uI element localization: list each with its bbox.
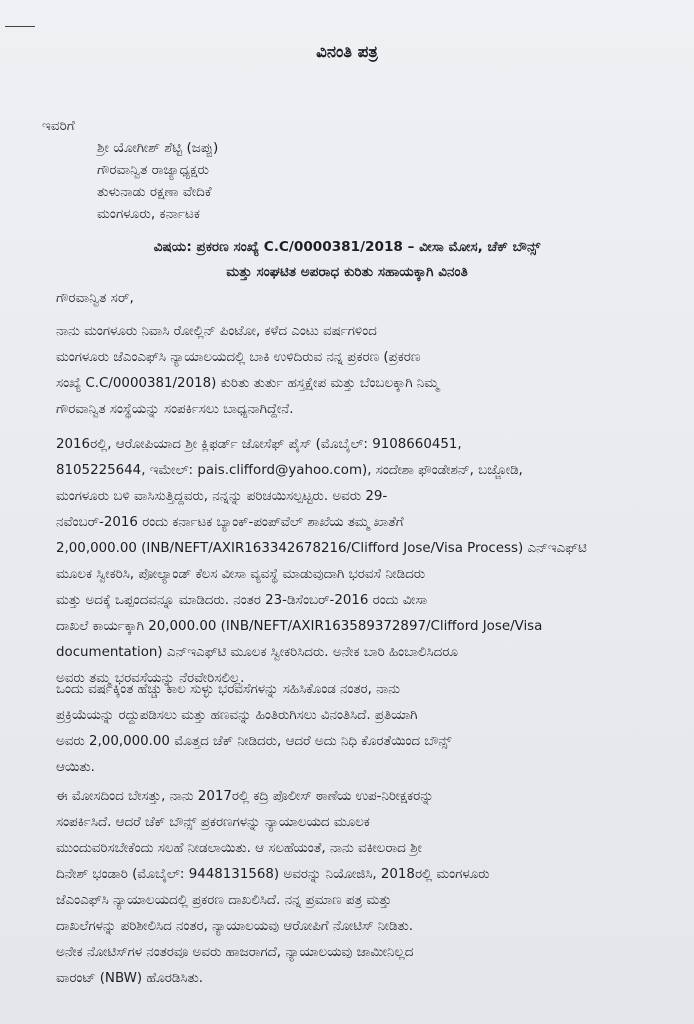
text-line: ಮುಂದುವರಿಸಬೇಕೆಂದು ಸಲಹೆ ನೀಡಲಾಯಿತು. ಆ ಸಲಹೆಯಂತೆ, ನಾನು ವಕೀಲರಾದ ಶ್ರೀ xyxy=(56,841,422,856)
paragraph-cheque-bounce xyxy=(56,677,656,781)
paragraph-legal-action xyxy=(56,784,656,992)
text-line: ವಾರಂಟ್ (NBW) ಹೊರಡಿಸಿತು. xyxy=(56,971,203,986)
text-line: ದಾಖಲೆಗಳನ್ನು ಪರಿಶೀಲಿಸಿದ ನಂತರ, ನ್ಯಾಯಾಲಯವು ಆರೋಪಿಗೆ ನೋಟಿಸ್ ನೀಡಿತು. xyxy=(56,919,414,934)
pen-mark xyxy=(5,26,35,27)
text-line: ಒಂದು ವರ್ಷಕ್ಕಿಂತ ಹೆಚ್ಚು ಕಾಲ ಸುಳ್ಳು ಭರವಸೆಗಳನ್ನು ಸಹಿಸಿಕೊಂಡ ನಂತರ, ನಾನು xyxy=(56,682,400,697)
text-line: ಮೂಲಕ ಸ್ವೀಕರಿಸಿ, ಪೋಲ್ಯಾಂಡ್ ಕೆಲಸ ವೀಸಾ ವ್ಯವಸ್ಥೆ ಮಾಡುವುದಾಗಿ ಭರವಸೆ ನೀಡಿದರು xyxy=(56,567,426,582)
text-line: 2,00,000.00 (INB/NEFT/AXIR163342678216/Clifford Jose/Visa Process) ಎನ್‌ಇಎಫ್‌ಟಿ xyxy=(56,541,587,556)
recipient-organization: ತುಳುನಾಡು ರಕ್ಷಣಾ ವೇದಿಕೆ xyxy=(97,184,212,200)
text-line: 8105225644, ಇಮೇಲ್: pais.clifford@yahoo.com), ಸಂದೇಶಾ ಫೌಂಡೇಶನ್, ಬಜ್ಜೋಡಿ, xyxy=(56,463,523,478)
text-line: ಆಯಿತು. xyxy=(56,760,95,775)
subject-line: ಮತ್ತು ಸಂಘಟಿತ ಅಪರಾಧ ಕುರಿತು ಸಹಾಯಕ್ಕಾಗಿ ವಿನಂತಿ xyxy=(226,264,468,280)
text-line: ಅವರು ತಮ್ಮ ಭರವಸೆಯನ್ನು ನೆರವೇರಿಸಲಿಲ್ಲ. xyxy=(56,671,245,686)
text-line: ನಾನು ಮಂಗಳೂರು ನಿವಾಸಿ ರೋಲ್ಲಿನ್ ಪಿಂಟೋ, ಕಳೆದ ಎಂಟು ವರ್ಷಗಳಿಂದ xyxy=(56,324,377,339)
text-line: ದಾಖಲೆ ಕಾರ್ಯಕ್ಕಾಗಿ 20,000.00 (INB/NEFT/AXIR163589372897/Clifford Jose/Visa xyxy=(56,619,543,634)
text-line: documentation) ಎನ್‌ಇಎಫ್‌ಟಿ ಮೂಲಕ ಸ್ವೀಕರಿಸಿದರು. ಅನೇಕ ಬಾರಿ ಹಿಂಬಾಲಿಸಿದರೂ xyxy=(56,645,458,660)
text-line: ನವೆಂಬರ್-2016 ರಂದು ಕರ್ನಾಟಕ ಬ್ಯಾಂಕ್-ಪಂಪ್‌ವೆಲ್ ಶಾಖೆಯ ತಮ್ಮ ಖಾತೆಗೆ xyxy=(56,515,404,530)
recipient-label: ಇವರಿಗೆ xyxy=(42,118,75,134)
recipient-designation: ಗೌರವಾನ್ವಿತ ರಾಜ್ಯಾಧ್ಯಕ್ಷರು xyxy=(97,162,209,178)
salutation: ಗೌರವಾನ್ವಿತ ಸರ್, xyxy=(56,290,134,306)
subject-block xyxy=(20,235,674,285)
paragraph-introduction xyxy=(56,319,656,423)
text-line: ಸಂಪರ್ಕಿಸಿದೆ. ಆದರೆ ಚೆಕ್ ಬೌನ್ಸ್ ಪ್ರಕರಣಗಳನ್ನು ನ್ಯಾಯಾಲಯದ ಮೂಲಕ xyxy=(56,815,370,830)
letter-title: ವಿನಂತಿ ಪತ್ರ xyxy=(316,42,378,61)
recipient-location: ಮಂಗಳೂರು, ಕರ್ನಾಟಕ xyxy=(97,206,201,222)
text-line: ಮತ್ತು ಅದಕ್ಕೆ ಒಪ್ಪಂದವನ್ನೂ ಮಾಡಿದರು. ನಂತರ 23-ಡಿಸೆಂಬರ್-2016 ರಂದು ವೀಸಾ xyxy=(56,593,428,608)
text-line: ಮಂಗಳೂರು ಬಳಿ ವಾಸಿಸುತ್ತಿದ್ದವರು, ನನ್ನನ್ನು ಪರಿಚಯಿಸಲ್ಪಟ್ಟರು. ಅವರು 29- xyxy=(56,489,388,504)
text-line: ದಿನೇಶ್ ಭಂಡಾರಿ (ಮೊಬೈಲ್: 9448131568) ಅವರನ್ನು ನಿಯೋಜಿಸಿ, 2018ರಲ್ಲಿ ಮಂಗಳೂರು xyxy=(56,867,490,882)
text-line: ಗೌರವಾನ್ವಿತ ಸಂಸ್ಥೆಯನ್ನು ಸಂಪರ್ಕಿಸಲು ಬಾಧ್ಯನಾಗಿದ್ದೇನೆ. xyxy=(56,402,294,417)
text-line: ಈ ಮೋಸದಿಂದ ಬೇಸತ್ತು, ನಾನು 2017ರಲ್ಲಿ ಕದ್ರಿ ಪೊಲೀಸ್ ಠಾಣೆಯ ಉಪ-ನಿರೀಕ್ಷಕರನ್ನು xyxy=(56,789,434,804)
paragraph-incident xyxy=(56,432,656,692)
text-line: 2016ರಲ್ಲಿ, ಆರೋಪಿಯಾದ ಶ್ರೀ ಕ್ಲಿಫರ್ಡ್ ಜೋಸೆಫ್ ಪೈಸ್ (ಮೊಬೈಲ್: 9108660451, xyxy=(56,437,462,452)
text-line: ಮಂಗಳೂರು ಜೆಎಂಎಫ್‌ಸಿ ನ್ಯಾಯಾಲಯದಲ್ಲಿ ಬಾಕಿ ಉಳಿದಿರುವ ನನ್ನ ಪ್ರಕರಣ (ಪ್ರಕರಣ xyxy=(56,350,421,365)
subject-line: ವಿಷಯ: ಪ್ರಕರಣ ಸಂಖ್ಯೆ C.C/0000381/2018 – ವೀಸಾ ಮೋಸ, ಚೆಕ್ ಬೌನ್ಸ್ xyxy=(153,239,541,255)
recipient-name: ಶ್ರೀ ಯೋಗೀಶ್ ಶೆಟ್ಟಿ (ಜಪ್ಪು) xyxy=(97,140,219,156)
text-line: ಅವರು 2,00,000.00 ಮೊತ್ತದ ಚೆಕ್ ನೀಡಿದರು, ಆದರೆ ಅದು ನಿಧಿ ಕೊರತೆಯಿಂದ ಬೌನ್ಸ್ xyxy=(56,734,452,749)
text-line: ಪ್ರಕ್ರಿಯೆಯನ್ನು ರದ್ದುಪಡಿಸಲು ಮತ್ತು ಹಣವನ್ನು ಹಿಂತಿರುಗಿಸಲು ವಿನಂತಿಸಿದೆ. ಪ್ರತಿಯಾಗಿ xyxy=(56,708,418,723)
text-line: ಅನೇಕ ನೋಟಿಸ್‌ಗಳ ನಂತರವೂ ಅವರು ಹಾಜರಾಗದೆ, ನ್ಯಾಯಾಲಯವು ಜಾಮೀನಿಲ್ಲದ xyxy=(56,945,414,960)
text-line: ಜೆಎಂಎಫ್‌ಸಿ ನ್ಯಾಯಾಲಯದಲ್ಲಿ ಪ್ರಕರಣ ದಾಖಲಿಸಿದೆ. ನನ್ನ ಪ್ರಮಾಣ ಪತ್ರ ಮತ್ತು xyxy=(56,893,392,908)
text-line: ಸಂಖ್ಯೆ C.C/0000381/2018) ಕುರಿತು ತುರ್ತು ಹಸ್ತಕ್ಷೇಪ ಮತ್ತು ಬೆಂಬಲಕ್ಕಾಗಿ ನಿಮ್ಮ xyxy=(56,376,439,391)
